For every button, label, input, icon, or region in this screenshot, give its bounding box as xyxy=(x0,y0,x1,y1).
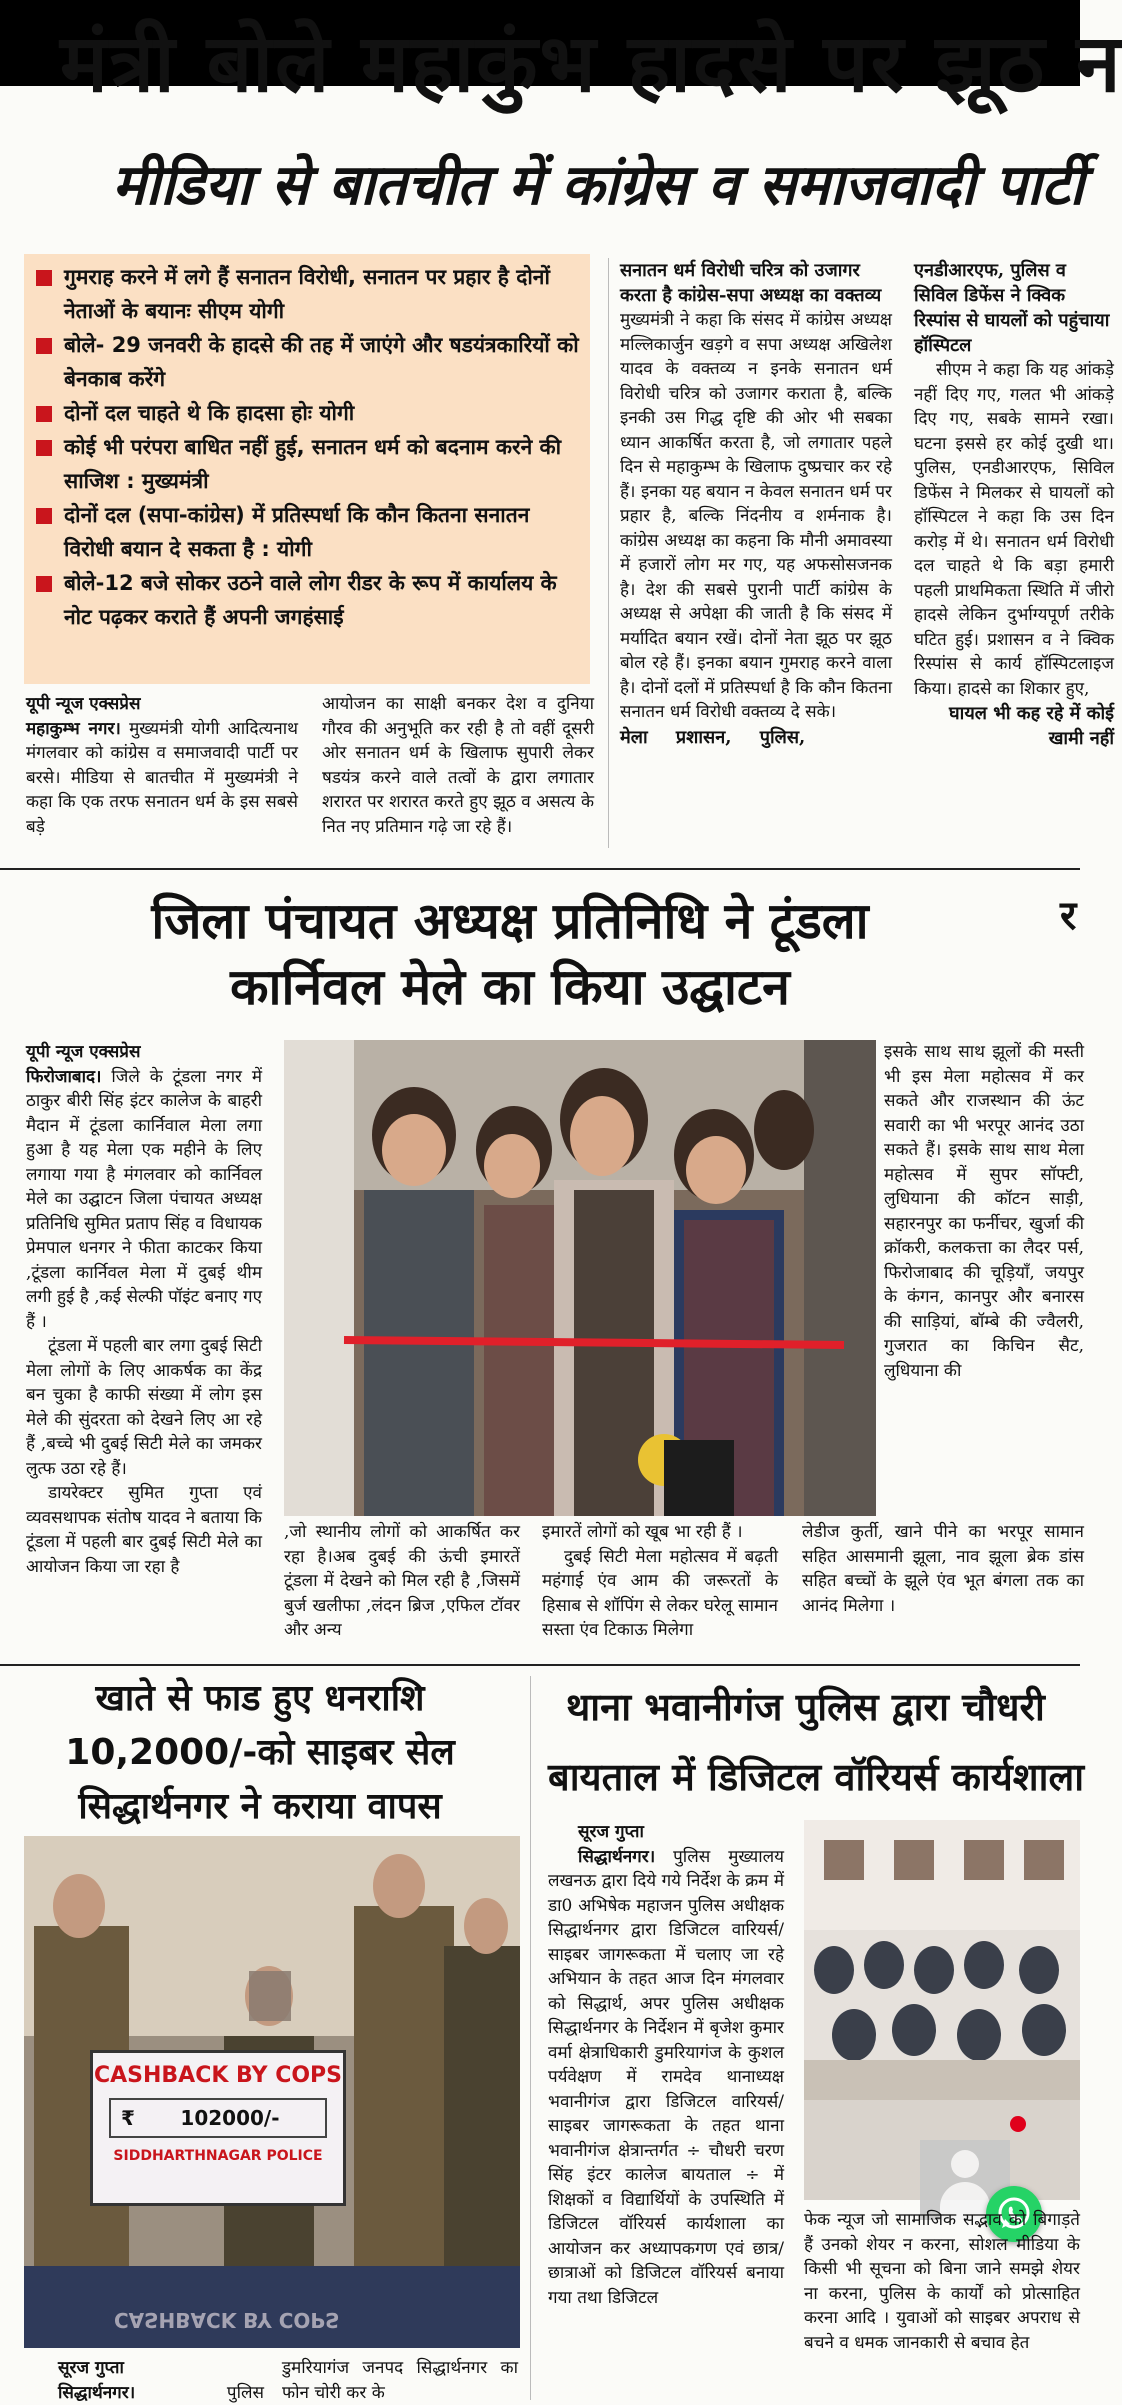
story1-col4-subhead2: घायल भी कह रहे में कोई खामी नहीं xyxy=(949,703,1114,749)
headline-top: मीडिया से बातचीत में कांग्रेस व समाजवादी पार्टी xyxy=(112,153,1085,218)
highlight-item: बोले- 29 जनवरी के हादसे की तह में जाएंगे और षडयंत्रकारियों को बेनकाब करेंगे xyxy=(34,328,580,396)
bullet-square-icon xyxy=(36,338,52,354)
banner-headline-fragment: मंत्री बोले महाकुंभ हादसे पर झूठ न xyxy=(60,17,1122,110)
story2-col3: इसके साथ साथ झूलों की मस्ती भी इस मेला महोत्सव में कर सकते और राजस्थान की ऊंट सवारी का भी भरपूर आनंद उठा सकते हैं। इसके साथ साथ मेला महोत्सव में सुपर सॉफ्टी, लुधियाना की कॉटन साड़ी, सहारनपुर का फर्नीचर, खुर्जा की क्रॉकरी, कलकत्ता का लैदर पर्स, फिरोजाबाद की चूड़ियाँ, जयपुर के कंगन, कानपुर और बनारस की साड़ियां, बॉम्बे की ज्वैलरी, गुजरात का किचिन सैट, लुधियाना की xyxy=(884,1042,1084,1381)
story1-subhead: सनातन धर्म विरोधी चरित्र को उजागर करता है कांग्रेस-सपा अध्यक्ष का वक्तव्य xyxy=(620,260,882,306)
story1-col1: यूपी न्यूज एक्सप्रेस महाकुम्भ नगर। मुख्यमंत्री योगी आदित्यनाथ मंगलवार को कांग्रेस व समाजवादी पार्टी पर बरसे। मीडिया से बातचीत में मुख्यमंत्री ने कहा कि एक तरफ सनातन धर्म के इस सबसे बड़े xyxy=(26,694,299,837)
bullet-square-icon xyxy=(36,508,52,524)
rupee-icon: ₹ xyxy=(121,2106,135,2130)
story1-byline: यूपी न्यूज एक्सप्रेस xyxy=(26,694,141,714)
story4-col2: फेक न्यूज जो सामाजिक सद्भाव को बिगाड़ते हैं उनको शेयर न करना, सोशल मीडिया के किसी भी सूचना को बिना जाने समझे शेयर ना करना, पुलिस के कार्यों को प्रोत्साहित करना आदि । युवाओं को साइबर अपराध से बचने व धमक जानकारी से बचाव हेत xyxy=(804,2210,1080,2353)
story2-col3-end: लेडीज कुर्ती, खाने पीने का भरपूर सामान सहित आसमानी झूला, नाव झूला ब्रेक डांस सहित बच्चों के झूले एंव भूत बंगला तक का आनंद मिलेगा । xyxy=(802,1522,1084,1616)
story1-col2: आयोजन का साक्षी बनकर देश व दुनिया गौरव की अनुभूति कर रही है तो वहीं दूसरी ओर सनातन धर्म के खिलाफ सुपारी लेकर षडयंत्र करने वाले तत्वों के द्वारा लगातार शरारत पर शरारत करते हुए झूठ व असत्य के नित नए प्रतिमान गढ़े जा रहे हैं। xyxy=(322,694,594,837)
cashback-board-sub: SIDDHARTHNAGAR POLICE xyxy=(113,2148,323,2164)
story2-dateline: फिरोजाबाद। xyxy=(26,1066,102,1087)
story1-col3-text: मुख्यमंत्री ने कहा कि संसद में कांग्रेस अध्यक्ष मल्लिकार्जुन खड़गे व सपा अध्यक्ष अखिलेश यादव के वक्तव्य न इनके सनातन धर्म विरोधी चरित्र को उजागर कराता है, बल्कि इनकी उस गिद्ध दृष्टि की ओर भी सबका ध्यान आकर्षित करता है, जो लगातार पहले दिन से महाकुम्भ के खिलाफ दुष्प्रचार कर रहे हैं। इनका यह बयान न केवल सनातन धर्म पर प्रहार है, बल्कि निंदनीय व शर्मनाक है। कांग्रेस अध्यक्ष का कहना कि मौनी अमावस्या में हजारों लोग मर गए, यह अफसोसजनक है। देश की सबसे पुरानी पार्टी कांग्रेस के अध्यक्ष से अपेक्षा की जाती है कि संसद में मर्यादित बयान रखें। दोनों नेता झूठ पर झूठ बोल रहे हैं। इनका बयान गुमराह करने वाला है। दोनों दलों में प्रतिस्पर्धा है कि कौन कितना सनातन धर्म विरोधी वक्तव्य दे सके। xyxy=(620,310,892,722)
column-divider xyxy=(608,258,609,848)
story1-col3-end: मेला प्रशासन, पुलिस, xyxy=(620,726,806,748)
story3-photo xyxy=(24,1836,520,2348)
column-divider xyxy=(530,1676,531,2400)
story4-col1: सूरज गुप्ता सिद्धार्थनगर। पुलिस मुख्यालय लखनऊ द्वारा दिये गये निर्देश के क्रम में डा0 अभिषेक महाजन पुलिस अधीक्षक सिद्धार्थनगर द्वारा डिजिटल वारियर्स/ साइबर जागरूकता में चलाए जा रहे अभियान के तहत आज दिन मंगलवार को सिद्धार्थ, अपर पुलिस अधीक्षक सिद्धार्थनगर के निर्देशन में बृजेश कुमार वर्मा क्षेत्राधिकारी डुमरियागंज के कुशल पर्यवेक्षण में रामदेव थानाध्यक्ष भवानीगंज द्वारा डिजिटल वारियर्स/साइबर जागरूकता के तहत थाना भवानीगंज क्षेत्रान्तर्गत ÷ चौधरी चरण सिंह इंटर कालेज बायताल ÷ में शिक्षकों व विद्यार्थियों के उपस्थिति में डिजिटल वॉरियर्स कार्यशाला का आयोजन कर अध्यापकगण एवं छात्र/छात्राओं को डिजिटल वॉरियर्स बनाया गया तथा डिजिटल xyxy=(548,1822,784,2308)
highlights-box xyxy=(24,254,590,684)
bullet-square-icon xyxy=(36,576,52,592)
story1-dateline: महाकुम्भ नगर। xyxy=(26,718,121,739)
story3-col2: डुमरियागंज जनपद सिद्धार्थनगर का फोन चोरी कर के xyxy=(282,2358,518,2403)
story1-col4-text: सीएम ने कहा कि यह आंकड़े नहीं दिए गए, गलत भी आंकड़े दिए गए, सबके सामने रखा। घटना इससे हर कोई दुखी था। पुलिस, एनडीआरएफ, सिविल डिफेंस ने मिलकर से घायलों को हॉस्पिटल ने कहा कि उस दिन करोड़ में थे। सनातन धर्म विरोधी दल चाहते थे कि बड़ा हमारी पहली प्राथमिकता स्थिति में जीरो हादसे लेकिन दुर्भाग्यपूर्ण तरीके घटित हुई। प्रशासन व ने क्विक रिस्पांस से कार्य हॉस्पिटलाइज किया। हादसे का शिकार हुए, xyxy=(914,360,1114,699)
story2-under-photo-col2: इमारतें लोगों को खूब भा रही हैं । दुबई सिटी मेला महोत्सव में बढ़ती महंगाई एंव आम की जरूरतों के हिसाब से शॉपिंग से लेकर घरेलू सामान सस्ता एंव टिकाऊ मिलेगा xyxy=(542,1522,778,1640)
story2-headline: जिला पंचायत अध्यक्ष प्रतिनिधि ने टूंडला कार्निवल मेले का किया उद्घाटन xyxy=(151,892,869,1016)
story1-col4 xyxy=(914,258,1114,850)
cashback-board-amount: ₹ 102000/- xyxy=(109,2098,327,2138)
bullet-square-icon xyxy=(36,440,52,456)
highlight-item: दोनों दल (सपा-कांग्रेस) में प्रतिस्पर्धा कि कौन कितना सनातन विरोधी बयान दे सकता है : योगी xyxy=(34,498,580,566)
highlight-item: दोनों दल चाहते थे कि हादसा होः योगी xyxy=(34,396,580,430)
highlight-item: बोले-12 बजे सोकर उठने वाले लोग रीडर के रूप में कार्यालय के नोट पढ़कर कराते हैं अपनी जगहंसाई xyxy=(34,566,580,634)
story4-headline: थाना भवानीगंज पुलिस द्वारा चौधरी बायताल में डिजिटल वॉरियर्स कार्यशाला xyxy=(548,1685,1085,1799)
cashback-board-title: CASHBACK BY COPS xyxy=(93,2063,343,2088)
story2-photo xyxy=(284,1040,876,1516)
story4-byline: सूरज गुप्ता xyxy=(578,1822,644,1842)
story3-col1: सूरज गुप्ता सिद्धार्थनगर। पुलिस xyxy=(58,2358,264,2403)
story2-under-photo-col1: ,जो स्थानीय लोगों को आकर्षित कर रहा है।अब दुबई की ऊंची इमारतें टूंडला में देखने को मिल रही है ,जिसमें बुर्ज खलीफा ,लंदन ब्रिज ,एफिल टॉवर और अन्य xyxy=(284,1522,520,1640)
story2-byline: यूपी न्यूज एक्सप्रेस xyxy=(26,1042,141,1062)
section-divider xyxy=(0,868,1080,870)
cashback-board-reflection: CASHBACK BY COPS xyxy=(114,2308,340,2332)
highlight-item: कोई भी परंपरा बाधित नहीं हुई, सनातन धर्म को बदनाम करने की साजिश : मुख्यमंत्री xyxy=(34,430,580,498)
story3-headline: खाते से फाड हुए धनराशि 10,2000/-को साइबर सेल सिद्धार्थनगर ने कराया वापस xyxy=(65,1678,455,1827)
story2-col1: यूपी न्यूज एक्सप्रेस फिरोजाबाद। जिले के टूंडला नगर में ठाकुर बीरी सिंह इंटर कालेज के बाहरी मैदान में टूंडला कार्निवाल मेला लगा हुआ है यह मेला एक महीने के लिए लगाया गया है मंगलवार को कार्निवल मेले का उद्घाटन जिला पंचायत अध्यक्ष प्रतिनिधि सुमित प्रताप सिंह व विधायक प्रेमपाल धनगर ने फीता काटकर किया ,टूंडला कार्निवल मेला में दुबई थीम लगी हुई है ,कई सेल्फी पॉइंट बनाए गए हैं । टूंडला में पहली बार लगा दुबई सिटी मेला लोगों के लिए आकर्षक का केंद्र बन चुका है काफी संख्या में लोग इस मेले की सुंदरता को देखने लिए आ रहे हैं ,बच्चे भी दुबई सिटी मेले का जमकर लुत्फ उठा रहे हैं। डायरेक्टर सुमित गुप्ता एवं व्यवसथापक संतोष यादव ने बताया कि टूंडला में पहली बार दुबई सिटी मेले का आयोजन किया जा रहा है xyxy=(26,1042,262,1577)
notification-dot xyxy=(1010,2116,1026,2132)
highlight-item: गुमराह करने में लगे हैं सनातन विरोधी, सनातन पर प्रहार है दोनों नेताओं के बयानः सीएम योगी xyxy=(34,260,580,328)
story1-col3 xyxy=(620,258,892,850)
section-divider xyxy=(0,1664,1080,1666)
bullet-square-icon xyxy=(36,270,52,286)
story4-dateline: सिद्धार्थनगर। xyxy=(578,1846,656,1867)
story1-col4-subhead: एनडीआरएफ, पुलिस व सिविल डिफेंस ने क्विक रिस्पांस से घायलों को पहुंचाया हॉस्पिटल xyxy=(914,260,1110,356)
cashback-board xyxy=(90,2050,346,2206)
story2-edge-letter: र xyxy=(1060,893,1077,939)
bullet-square-icon xyxy=(36,406,52,422)
avatar-head xyxy=(951,2150,979,2178)
